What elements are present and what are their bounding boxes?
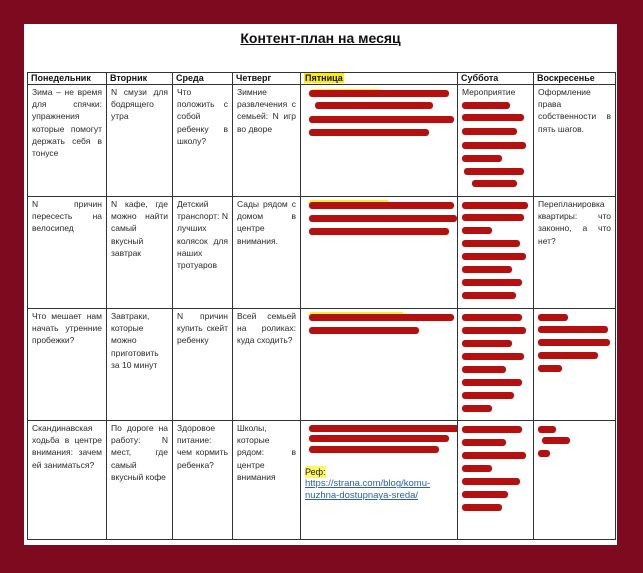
redaction-block: [538, 310, 611, 420]
cell-wednesday: Здоровое питание: чем кормить ребенка?: [173, 421, 233, 540]
redaction-block: [462, 98, 529, 188]
cell-friday: [301, 421, 458, 540]
document-sheet: [24, 24, 617, 545]
cell-saturday-redacted: [458, 421, 534, 540]
content-plan-table: [27, 72, 616, 540]
cell-thursday: Всей семьей на роликах: куда сходить?: [233, 309, 301, 421]
reference-block: [305, 466, 453, 502]
cell-wednesday: Детский транспорт: N лучших колясок для наших тротуаров: [173, 197, 233, 309]
redaction-block: [462, 198, 529, 308]
table-row: [28, 309, 616, 421]
redaction-block: [462, 310, 529, 420]
header-friday: [301, 73, 458, 85]
cell-sunday: Перепланировка квартиры: что законно, а что нет?: [534, 197, 616, 309]
header-wednesday: Среда: [173, 73, 233, 85]
table-row: [28, 197, 616, 309]
table-row: [28, 85, 616, 197]
cell-monday: Зима – не время для спячки: упражнения которые помогут держать себя в тонусе: [28, 85, 107, 197]
cell-tuesday: N смузи для бодрящего утра: [107, 85, 173, 197]
table-row: [28, 421, 616, 540]
cell-saturday: [458, 85, 534, 197]
cell-friday-redacted: [301, 197, 458, 309]
cell-sunday: Оформление права собственности в пять шагов.: [534, 85, 616, 197]
header-monday: Понедельник: [28, 73, 107, 85]
cell-saturday-redacted: [458, 197, 534, 309]
cell-monday: N причин пересесть на велосипед: [28, 197, 107, 309]
cell-monday: Скандинавская ходьба в центре внимания: зачем ей заниматься?: [28, 421, 107, 540]
header-tuesday: Вторник: [107, 73, 173, 85]
header-row: [28, 73, 616, 85]
page-title: Контент-план на месяц: [240, 30, 401, 46]
cell-wednesday: N причин купить скейт ребенку: [173, 309, 233, 421]
header-saturday: Суббота: [458, 73, 534, 85]
cell-tuesday: По дороге на работу: N мест, где самый вкусный кофе: [107, 421, 173, 540]
header-friday-label: Пятница: [305, 73, 343, 83]
redaction-block: [305, 86, 453, 196]
redaction-block: [538, 422, 611, 539]
redaction-block: [305, 310, 453, 420]
cell-thursday: Сады рядом с домом в центре внимания.: [233, 197, 301, 309]
cell-thursday: Школы, которые рядом: в центре внимания: [233, 421, 301, 540]
cell-thursday: Зимние развлечения с семьей: N игр во дворе: [233, 85, 301, 197]
reference-link[interactable]: https://strana.com/blog/komu-nuzhna-dostupnaya-sreda/: [305, 478, 431, 502]
redaction-block: [305, 422, 453, 539]
cell-tuesday: Завтраки, которые можно приготовить за 10 минут: [107, 309, 173, 421]
redaction-block: [462, 422, 529, 539]
ref-label: Реф:: [305, 467, 326, 477]
header-sunday: Воскресенье: [534, 73, 616, 85]
cell-monday: Что мешает нам начать утренние пробежки?: [28, 309, 107, 421]
cell-friday-redacted: [301, 85, 458, 197]
cell-friday-redacted: [301, 309, 458, 421]
cell-sunday-redacted: [534, 421, 616, 540]
cell-saturday-redacted: [458, 309, 534, 421]
header-thursday: Четверг: [233, 73, 301, 85]
cell-tuesday: N кафе, где можно найти самый вкусный завтрак: [107, 197, 173, 309]
cell-saturday-text: Мероприятие: [462, 87, 516, 97]
cell-sunday-redacted: [534, 309, 616, 421]
redaction-block: [305, 198, 453, 308]
cell-wednesday: Что положить с собой ребенку в школу?: [173, 85, 233, 197]
